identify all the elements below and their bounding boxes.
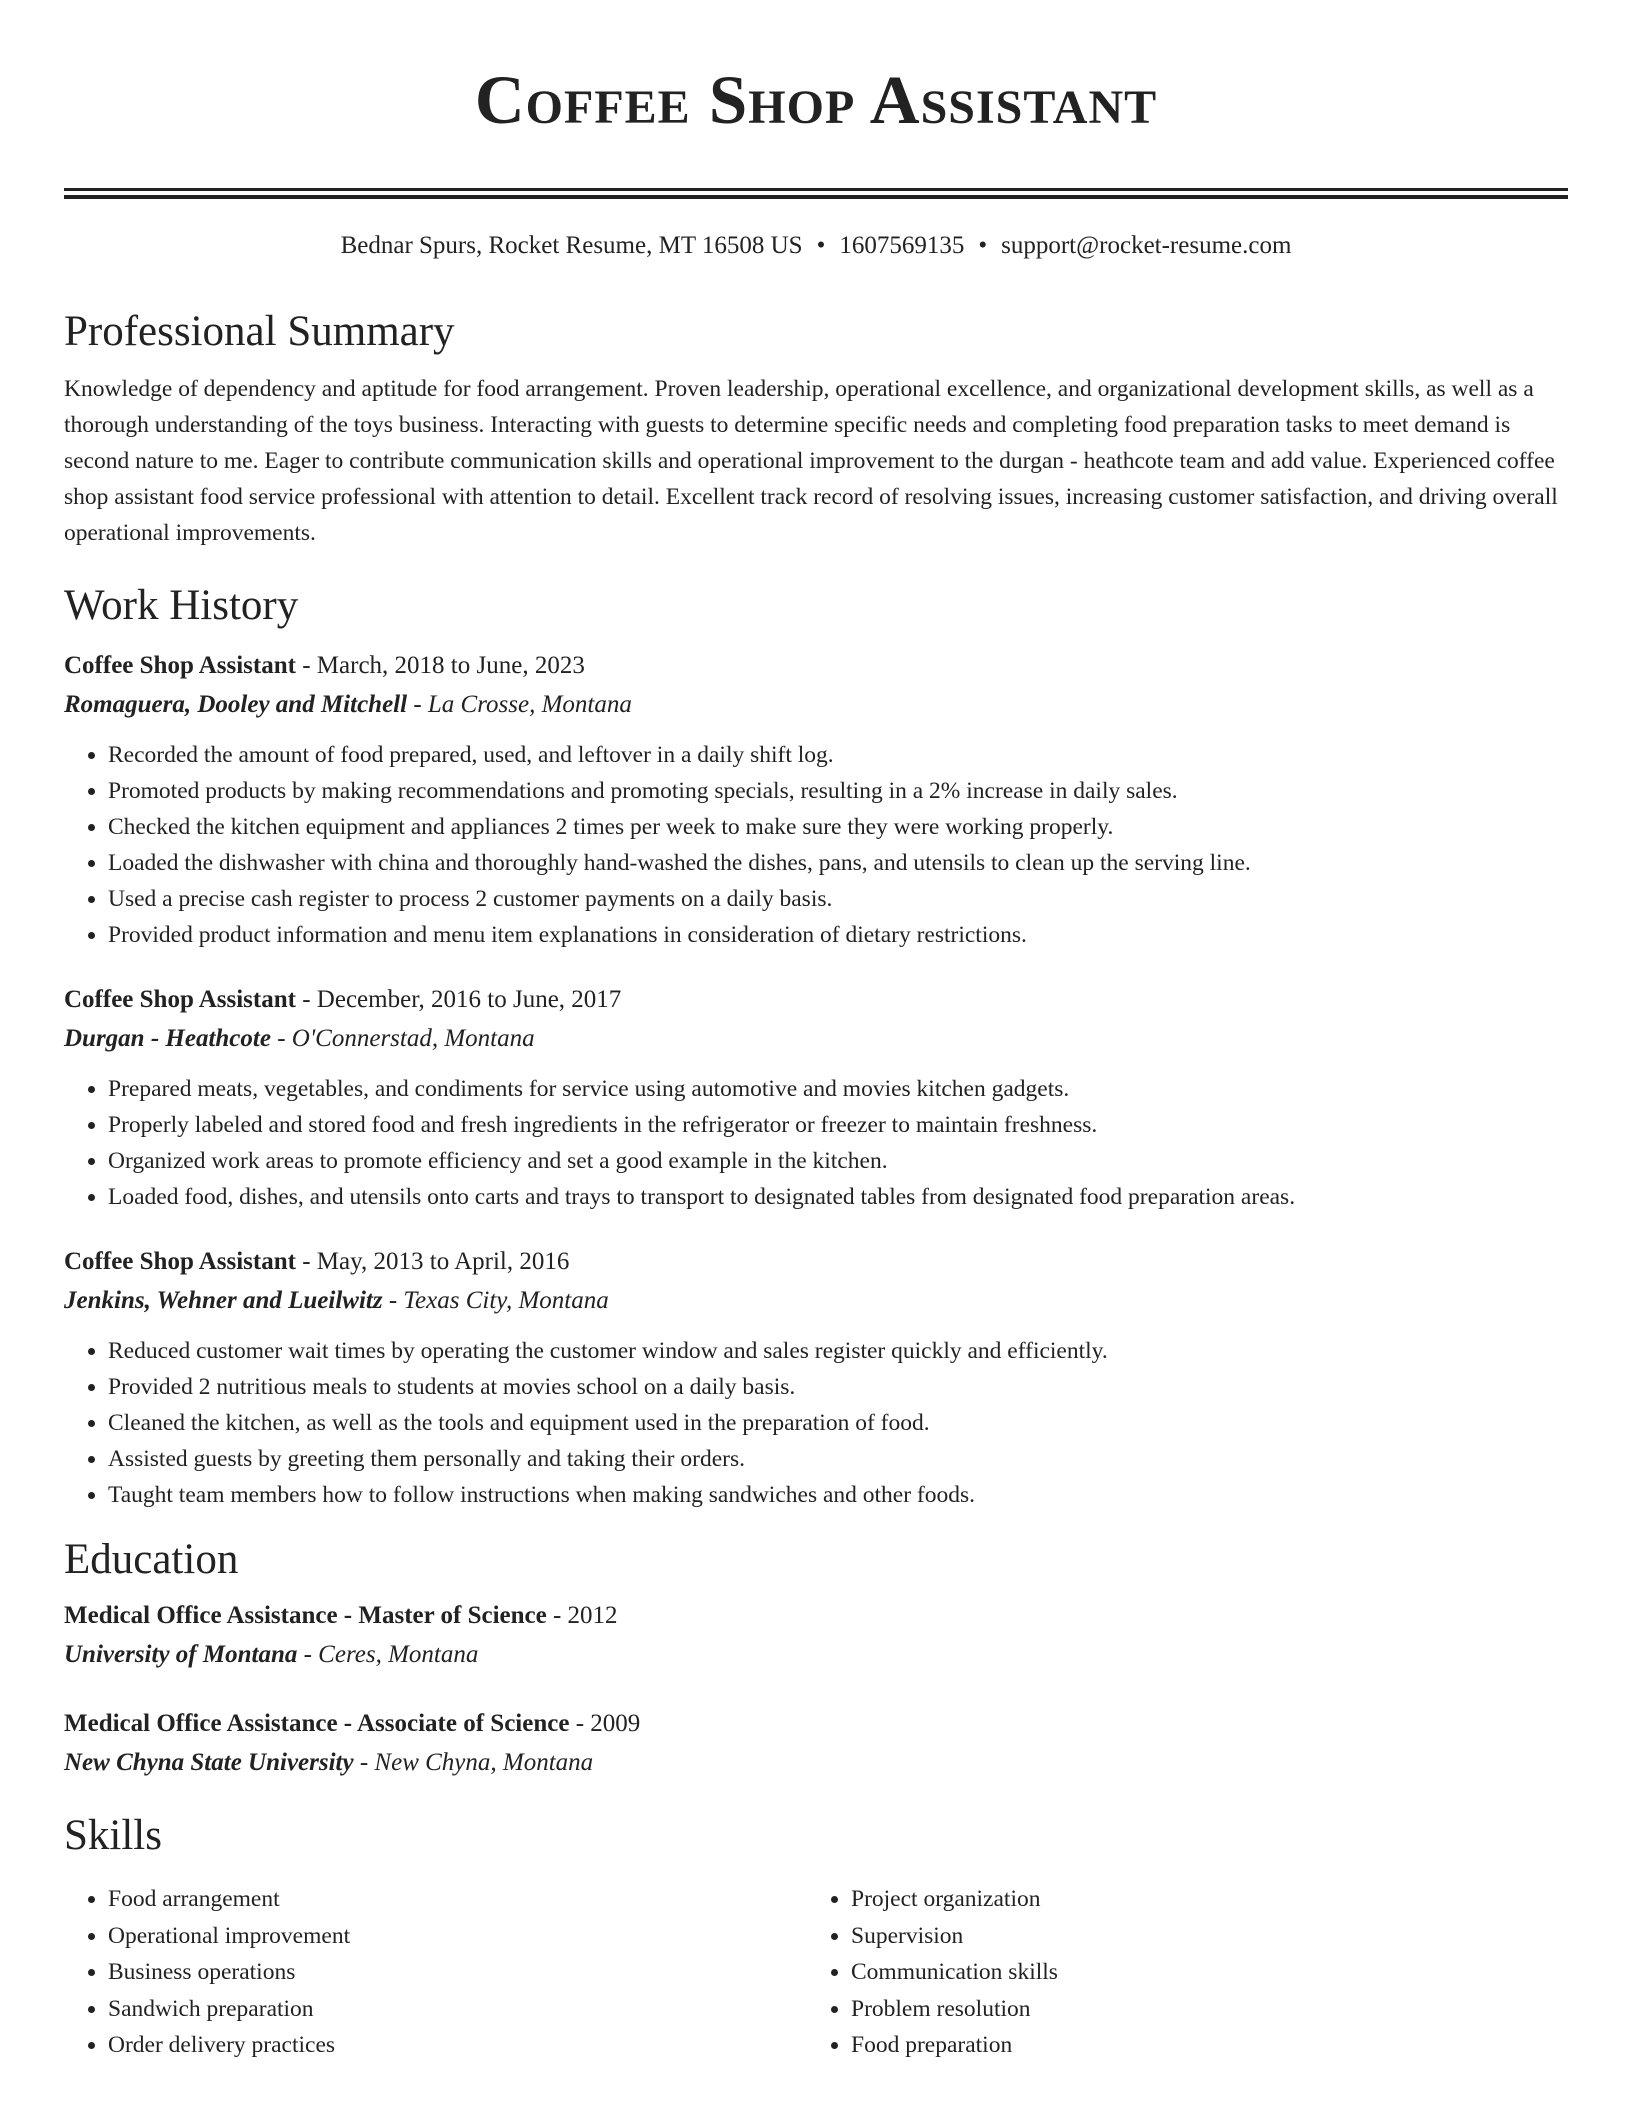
- list-item: • Problem resolution: [851, 1991, 1505, 2028]
- work-history-heading: Work History: [64, 582, 299, 629]
- summary-heading: Professional Summary: [64, 308, 455, 355]
- education-school-line: [64, 1743, 1568, 1783]
- job-dates: - March, 2018 to June, 2023: [295, 652, 585, 679]
- job-duties-list: [64, 1071, 1568, 1215]
- education-school-line: [64, 1635, 1568, 1675]
- list-item: • Organized work areas to promote efficiency and set a good example in the kitchen.: [108, 1143, 1568, 1179]
- skills-list-right: [807, 1881, 1505, 2064]
- contact-phone: 1607569135: [839, 232, 965, 259]
- list-item: • Loaded food, dishes, and utensils onto carts and trays to transport to designated tables from designated food preparation areas.: [108, 1179, 1568, 1215]
- contact-email: support@rocket-resume.com: [1001, 232, 1292, 259]
- list-item: • Provided product information and menu item explanations in consideration of dietary restrictions.: [108, 917, 1568, 953]
- education-school: University of Montana: [64, 1641, 298, 1668]
- skills-list-left: [64, 1881, 762, 2064]
- job-title: Coffee Shop Assistant: [64, 986, 296, 1013]
- education-location: - New Chyna, Montana: [353, 1749, 594, 1776]
- list-item: • Recorded the amount of food prepared, used, and leftover in a daily shift log.: [108, 737, 1568, 773]
- list-item: • Business operations: [108, 1954, 762, 1991]
- list-item: • Operational improvement: [108, 1918, 762, 1955]
- education-year: - 2012: [546, 1602, 618, 1629]
- job-title: Coffee Shop Assistant: [64, 1248, 296, 1275]
- list-item: • Project organization: [851, 1881, 1505, 1918]
- job-company-line: [64, 1281, 1568, 1321]
- contact-separator: •: [816, 232, 826, 259]
- skills-heading: Skills: [64, 1812, 162, 1859]
- education-year: - 2009: [569, 1710, 641, 1737]
- job-title: Coffee Shop Assistant: [64, 652, 296, 679]
- job-title-line: [64, 981, 1568, 1019]
- contact-address: Bednar Spurs, Rocket Resume, MT 16508 US: [340, 232, 803, 259]
- list-item: • Communication skills: [851, 1954, 1505, 1991]
- contact-line: [64, 229, 1568, 263]
- job-company-line: [64, 685, 1568, 725]
- resume-page: [64, 0, 1568, 2064]
- list-item: • Provided 2 nutritious meals to students at movies school on a daily basis.: [108, 1369, 1568, 1405]
- job-entry: [64, 1243, 1568, 1513]
- education-school: New Chyna State University: [64, 1749, 354, 1776]
- education-degree-line: [64, 1597, 1568, 1635]
- list-item: • Assisted guests by greeting them personally and taking their orders.: [108, 1441, 1568, 1477]
- list-item: • Food preparation: [851, 2027, 1505, 2064]
- list-item: • Taught team members how to follow instructions when making sandwiches and other foods.: [108, 1477, 1568, 1513]
- job-entry: [64, 647, 1568, 953]
- education-degree: Medical Office Assistance - Master of Science: [64, 1602, 547, 1629]
- list-item: • Used a precise cash register to process 2 customer payments on a daily basis.: [108, 881, 1568, 917]
- list-item: • Prepared meats, vegetables, and condiments for service using automotive and movies kitchen gadgets.: [108, 1071, 1568, 1107]
- job-title-line: [64, 647, 1568, 685]
- contact-separator: •: [978, 232, 988, 259]
- list-item: • Properly labeled and stored food and fresh ingredients in the refrigerator or freezer to maintain freshness.: [108, 1107, 1568, 1143]
- job-dates: - May, 2013 to April, 2016: [295, 1248, 570, 1275]
- resume-title: Coffee Shop Assistant: [474, 62, 1158, 138]
- job-duties-list: [64, 1333, 1568, 1513]
- list-item: • Food arrangement: [108, 1881, 762, 1918]
- list-item: • Reduced customer wait times by operating the customer window and sales register quickly and efficiently.: [108, 1333, 1568, 1369]
- job-company: Durgan - Heathcote: [64, 1025, 271, 1052]
- list-item: • Loaded the dishwasher with china and thoroughly hand-washed the dishes, pans, and utensils to clean up the serving line.: [108, 845, 1568, 881]
- job-location: - La Crosse, Montana: [407, 691, 632, 718]
- job-duties-list: [64, 737, 1568, 953]
- job-company: Romaguera, Dooley and Mitchell: [64, 691, 408, 718]
- job-dates: - December, 2016 to June, 2017: [295, 986, 622, 1013]
- summary-text: Knowledge of dependency and aptitude for food arrangement. Proven leadership, operational excellence, and organizational development skills, as well as a thorough understanding of the toys business. Interacting with guests to determine specific needs and completing food preparation tasks to meet demand is second nature to me. Eager to contribute communication skills and operational improvement to the durgan - heathcote team and add value. Experienced coffee shop assistant food service professional with attention to detail. Excellent track record of resolving issues, increasing customer satisfaction, and driving overall operational improvements.: [64, 376, 1558, 546]
- list-item: • Supervision: [851, 1918, 1505, 1955]
- job-location: - Texas City, Montana: [382, 1287, 609, 1314]
- education-degree: Medical Office Assistance - Associate of Science: [64, 1710, 570, 1737]
- list-item: • Cleaned the kitchen, as well as the tools and equipment used in the preparation of food.: [108, 1405, 1568, 1441]
- job-company: Jenkins, Wehner and Lueilwitz: [64, 1287, 383, 1314]
- education-heading: Education: [64, 1536, 239, 1583]
- list-item: • Promoted products by making recommendations and promoting specials, resulting in a 2% increase in daily sales.: [108, 773, 1568, 809]
- title-double-rule: [64, 188, 1568, 199]
- job-company-line: [64, 1019, 1568, 1059]
- list-item: • Order delivery practices: [108, 2027, 762, 2064]
- job-entry: [64, 981, 1568, 1215]
- job-title-line: [64, 1243, 1568, 1281]
- list-item: • Checked the kitchen equipment and appliances 2 times per week to make sure they were working properly.: [108, 809, 1568, 845]
- education-entry: [64, 1597, 1568, 1675]
- education-entry: [64, 1705, 1568, 1783]
- education-degree-line: [64, 1705, 1568, 1743]
- skills-columns: [64, 1881, 1568, 2064]
- list-item: • Sandwich preparation: [108, 1991, 762, 2028]
- education-location: - Ceres, Montana: [297, 1641, 479, 1668]
- job-location: - O'Connerstad, Montana: [270, 1025, 535, 1052]
